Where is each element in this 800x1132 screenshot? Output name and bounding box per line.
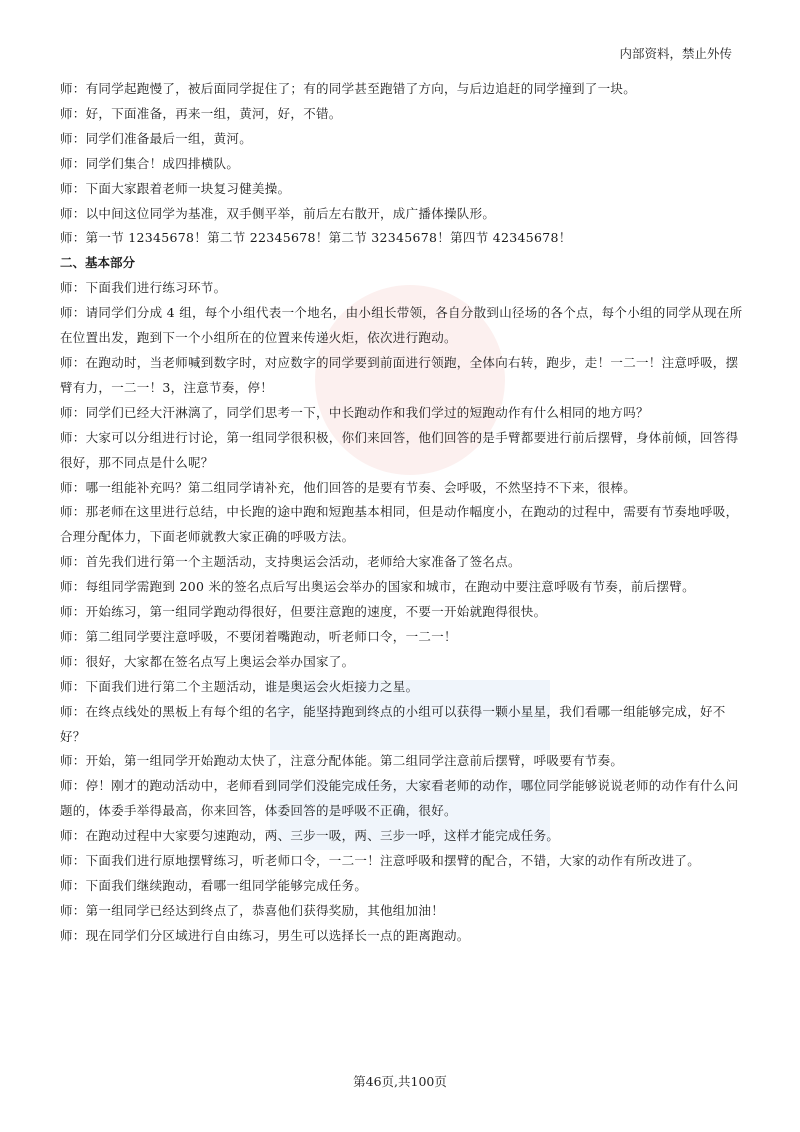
dialogue-paragraph: 师：下面我们进行第二个主题活动，谁是奥运会火炬接力之星。 [60,678,419,694]
page-number: 第46页,共100页 [353,1074,447,1089]
dialogue-paragraph: 师：请同学们分成 4 组，每个小组代表一个地名，由小组长带领，各自分散到山径场的各个点，每个小组的同学从现在所在位置出发，跑到下一个小组所在的位置来传递火炬，依次进行跑动。 [60,305,743,346]
dialogue-paragraph: 师：在终点线处的黑板上有每个组的名字，能坚持跑到终点的小组可以获得一颗小星星，我们看哪一组能够完成，好不好？ [60,703,726,744]
dialogue-paragraph: 师：那老师在这里进行总结，中长跑的途中跑和短跑基本相同，但是动作幅度小，在跑动的过程中，需要有节奏地呼吸，合理分配体力，下面老师就教大家正确的呼吸方法。 [60,504,739,545]
dialogue-paragraph: 师：现在同学们分区域进行自由练习，男生可以选择长一点的距离跑动。 [60,927,470,943]
dialogue-paragraph: 师：开始练习，第一组同学跑动得很好，但要注意跑的速度，不要一开始就跑得很快。 [60,604,547,620]
dialogue-paragraph: 师：同学们集合！成四排横队。 [60,155,240,171]
dialogue-paragraph: 师：第一节 12345678！第二节 22345678！第二节 32345678！第四节 42345678！ [60,230,572,246]
dialogue-paragraph: 师：有同学起跑慢了，被后面同学捉住了；有的同学甚至跑错了方向，与后边追赶的同学撞到了一块。 [60,81,637,96]
section-heading: 二、基本部分 [60,255,136,271]
dialogue-paragraph: 师：下面大家跟着老师一块复习健美操。 [60,180,291,196]
dialogue-paragraph: 师：同学们准备最后一组，黄河。 [60,130,253,146]
dialogue-paragraph: 师：下面我们继续跑动，看哪一组同学能够完成任务。 [60,878,368,893]
dialogue-paragraph: 师：每组同学需跑到 200 米的签名点后写出奥运会举办的国家和城市，在跑动中要注意呼吸有节奏，前后摆臂。 [60,579,695,595]
dialogue-part-2 [60,276,746,948]
dialogue-part-1 [60,77,746,251]
confidential-note: 内部资料，禁止外传 [619,46,732,61]
dialogue-paragraph: 师：同学们已经大汗淋漓了，同学们思考一下，中长跑动作和我们学过的短跑动作有什么相同的地方吗？ [60,404,649,420]
dialogue-paragraph: 师：下面我们进行练习环节。 [60,280,227,296]
dialogue-paragraph: 师：下面我们进行原地摆臂练习，听老师口令，一二一！注意呼吸和摆臂的配合，不错，大家的动作有所改进了。 [60,853,701,869]
dialogue-paragraph: 师：大家可以分组进行讨论，第一组同学很积极，你们来回答，他们回答的是手臂都要进行前后摆臂，身体前倾，回答得很好，那不同点是什么呢？ [60,429,739,470]
dialogue-paragraph: 师：第一组同学已经达到终点了，恭喜他们获得奖励，其他组加油！ [60,902,445,918]
dialogue-paragraph: 师：第二组同学要注意呼吸，不要闭着嘴跑动，听老师口令，一二一！ [60,628,457,644]
document-body [60,77,746,949]
dialogue-paragraph: 师：很好，大家都在签名点写上奥运会举办国家了。 [60,653,355,669]
dialogue-paragraph: 师：在跑动时，当老师喊到数字时，对应数字的同学要到前面进行领跑，全体向右转，跑步，走！一二一！注意呼吸，摆臂有力，一二一！3，注意节奏，停！ [60,354,739,395]
dialogue-paragraph: 师：开始，第一组同学开始跑动太快了，注意分配体能。第二组同学注意前后摆臂，呼吸要有节奏。 [60,753,624,769]
dialogue-paragraph: 师：在跑动过程中大家要匀速跑动，两、三步一吸，两、三步一呼，这样才能完成任务。 [60,828,560,844]
dialogue-paragraph: 师：哪一组能补充吗？第二组同学请补充，他们回答的是要有节奏、会呼吸，不然坚持不下来，很棒。 [60,479,637,495]
dialogue-paragraph: 师：好，下面准备，再来一组，黄河，好，不错。 [60,105,342,121]
dialogue-paragraph: 师：停！刚才的跑动活动中，老师看到同学们没能完成任务，大家看老师的动作，哪位同学能够说说老师的动作有什么问题的，体委手举得最高，你来回答，体委回答的是呼吸不正确，很好。 [60,778,739,819]
dialogue-paragraph: 师：以中间这位同学为基准，双手侧平举，前后左右散开，成广播体操队形。 [60,205,496,221]
dialogue-paragraph: 师：首先我们进行第一个主题活动，支持奥运会活动，老师给大家准备了签名点。 [60,554,521,570]
